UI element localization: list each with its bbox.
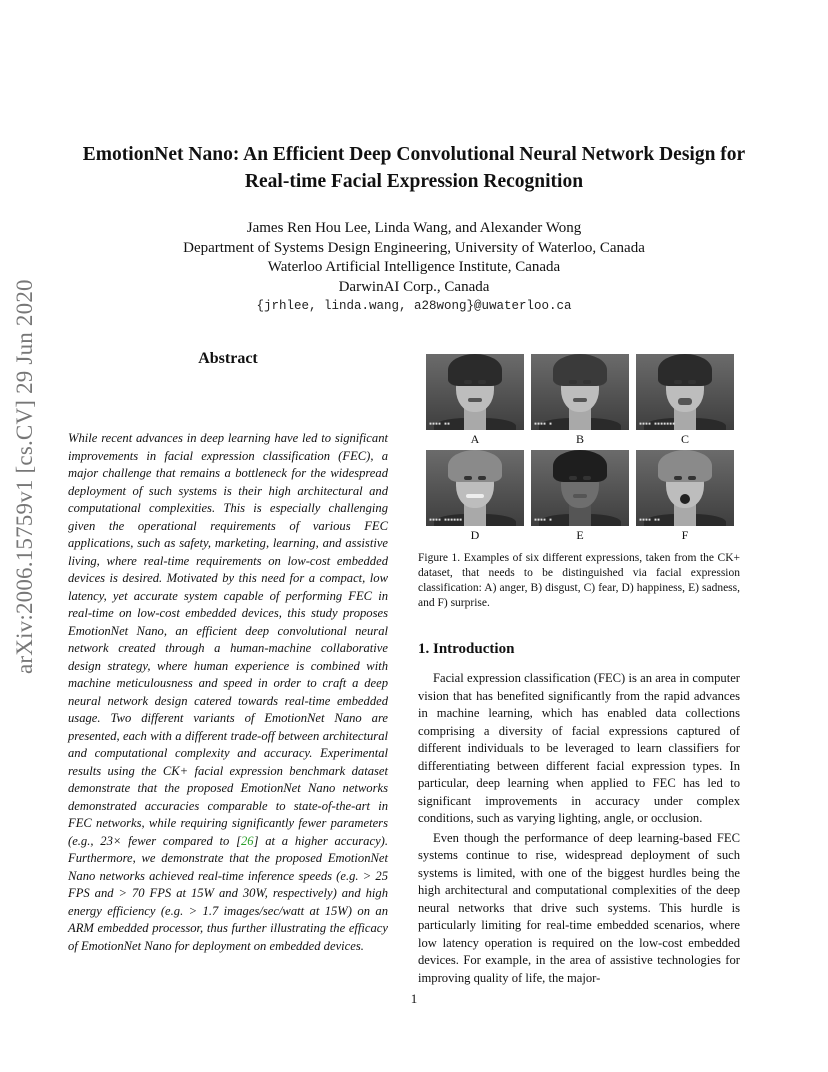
paper-title xyxy=(40,141,788,195)
author-block xyxy=(80,219,748,317)
figure-label-b: B xyxy=(575,432,584,446)
figure-label-c: C xyxy=(680,432,689,446)
abstract-heading: Abstract xyxy=(198,350,258,367)
title-line-2: Real-time Facial Expression Recognition xyxy=(244,171,584,192)
figure-label-d: D xyxy=(470,528,480,542)
figure-caption: Figure 1. Examples of six different expressions, taken from the CK+ dataset, that needs to be distinguished via facial expression classification: A) anger, B) disgust, C) fear, D) happiness, E) sadness, and F) surprise. xyxy=(418,552,740,609)
figure-label-e: E xyxy=(576,528,584,542)
face-image-happiness: ▪▪▪▪ ▪▪▪▪▪▪ xyxy=(426,450,524,526)
figure-1 xyxy=(424,354,740,544)
affiliation-2: Waterloo Artificial Intelligence Institute, Canada xyxy=(267,259,561,275)
title-line-1: EmotionNet Nano: An Efficient Deep Convolutional Neural Network Design for xyxy=(82,144,746,165)
face-image-disgust: ▪▪▪▪ ▪ xyxy=(531,354,629,430)
abstract-text-part2: ] at a higher accuracy). Furthermore, we demonstrate that the proposed EmotionNet Nano networks achieved real-time inference speeds (e.g. > 25 FPS and > 70 FPS at 15W and 30W, respectively) and high energy efficiency (e.g. > 1.7 images/sec/watt at 15W) on an ARM embedded processor, thus further illustrating the efficacy of EmotionNet Nano for deployment on embedded devices. xyxy=(68,833,388,953)
abstract-text xyxy=(68,430,388,955)
face-image-anger: ▪▪▪▪ ▪▪ xyxy=(426,354,524,430)
page-number: 1 xyxy=(410,991,418,1006)
section-heading-introduction: 1. Introduction xyxy=(418,641,515,657)
introduction-text xyxy=(418,670,740,987)
figure-label-a: A xyxy=(470,432,480,446)
paragraph: Facial expression classification (FEC) is an area in computer vision that has benefited significantly from the rapid advances in machine learning, which has enabled data collections comprising a diversity of facial expressions captured of different individuals to be leveraged to learn classifiers for differentiating between different facial expression types. In particular, deep learning when applied to FEC has led to significant improvements in accuracy under complex conditions, such as varying lighting, angle, or occlusion. xyxy=(418,671,740,825)
figure-label-f: F xyxy=(681,528,689,542)
paragraph: Even though the performance of deep learning-based FEC systems continue to rise, widespread deployment of such systems is limited, with one of the biggest hurdles being the high architectural and computational complexities of the deep neural networks that drive such systems. This hurdle is particularly limiting for real-time embedded scenarios, where low latency operation is required on the low-cost embedded devices. For example, in the area of assistive technologies for improving quality of life, the major- xyxy=(418,830,740,985)
face-image-surprise: ▪▪▪▪ ▪▪ xyxy=(636,450,734,526)
author-names: James Ren Hou Lee, Linda Wang, and Alexander Wong xyxy=(246,220,582,236)
citation-link[interactable]: 26 xyxy=(241,833,254,848)
face-image-sadness: ▪▪▪▪ ▪ xyxy=(531,450,629,526)
abstract-text-part1: While recent advances in deep learning have led to significant improvements in facial expression classification (FEC), a major challenge that remains a bottleneck for the widespread deployment of such systems is their high architectural and computational complexities. This is especially challenging given the operational requirements of various FEC applications, such as safety, marketing, learning, and assistive living, where real-time requirements on low-cost embedded devices is desired. Motivated by this need for a compact, low latency, yet accurate system capable of performing FEC in real-time on low-cost embedded devices, this study proposes EmotionNet Nano, an efficient deep convolutional neural network created through a human-machine collaborative design strategy, where human experience is combined with machine meticulousness and speed in order to craft a deep neural network design catered towards real-time embedded usage. Two different variants of EmotionNet Nano are presented, each with a different trade-off between architectural and computational complexity and accuracy. Experimental results using the CK+ facial expression benchmark dataset demonstrate that the proposed EmotionNet Nano networks demonstrated accuracies comparable to state-of-the-art in FEC networks, while requiring significantly fewer parameters (e.g., 23× fewer compared to [ xyxy=(68,431,388,848)
affiliation-3: DarwinAI Corp., Canada xyxy=(338,278,490,295)
arxiv-sidebar-stamp: arXiv:2006.15759v1 [cs.CV] 29 Jun 2020 xyxy=(12,279,37,674)
affiliation-1: Department of Systems Design Engineering, University of Waterloo, Canada xyxy=(183,239,645,256)
face-image-fear: ▪▪▪▪ ▪▪▪▪▪▪▪ xyxy=(636,354,734,430)
author-emails: {jrhlee, linda.wang, a28wong}@uwaterloo.ca xyxy=(256,299,572,313)
